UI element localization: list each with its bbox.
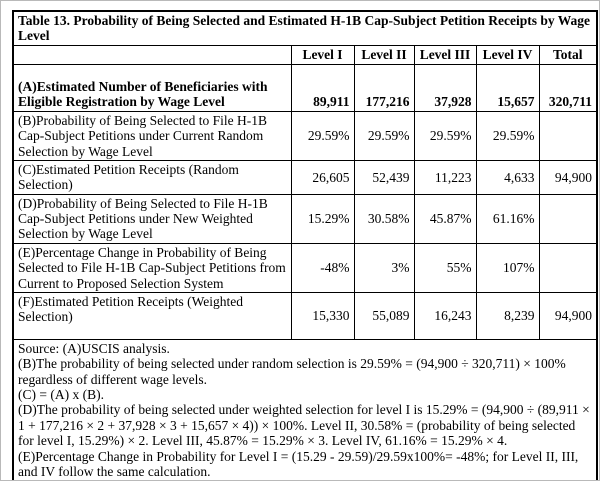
- row-e-total-value: [539, 243, 597, 292]
- table-row-f: [13, 292, 597, 339]
- table-row-b: [13, 111, 597, 160]
- row-e-level-iv-value: 107%: [476, 243, 539, 292]
- row-c-level-iii-value: 11,223: [414, 160, 476, 194]
- row-d-level-i-value: 15.29%: [291, 194, 354, 243]
- row-c-level-i-value: 26,605: [291, 160, 354, 194]
- row-b-level-iii-value: 29.59%: [414, 111, 476, 160]
- row-e-level-i-value: -48%: [291, 243, 354, 292]
- column-header-level-iv: Level IV: [476, 45, 539, 64]
- row-f-label: (F)Estimated Petition Receipts (Weighted Selection): [13, 292, 291, 339]
- row-e-level-iii-value: 55%: [414, 243, 476, 292]
- table-footnotes: [13, 339, 597, 481]
- row-b-level-i-value: 29.59%: [291, 111, 354, 160]
- row-d-level-iv-value: 61.16%: [476, 194, 539, 243]
- row-b-level-ii-value: 29.59%: [354, 111, 414, 160]
- column-header-row: [13, 45, 597, 64]
- column-header-empty: [13, 45, 291, 64]
- table-row-e: [13, 243, 597, 292]
- row-a-total-value: 320,711: [539, 64, 597, 111]
- row-b-level-iv-value: 29.59%: [476, 111, 539, 160]
- row-f-level-iv-value: 8,239: [476, 292, 539, 339]
- row-e-level-ii-value: 3%: [354, 243, 414, 292]
- h1b-wage-level-table: [12, 10, 598, 481]
- table-row-c: [13, 160, 597, 194]
- row-b-total-value: [539, 111, 597, 160]
- column-header-level-i: Level I: [291, 45, 354, 64]
- row-f-level-iii-value: 16,243: [414, 292, 476, 339]
- footnote-d: (D)The probability of being selected under weighted selection for level I is 15.29% = (94,900 ÷ (89,911 × 1 + 177,216 × 2 + 37,928 × 3 + 15,657 × 4)) × 100%. Level II, 30.58% = (probability of being selected for level I, 15.29%) × 2. Level III, 45.87% = 15.29% × 3. Level IV, 61.16% = 15.29% × 4.: [18, 402, 590, 449]
- table-row-d: [13, 194, 597, 243]
- row-f-level-ii-value: 55,089: [354, 292, 414, 339]
- row-f-total-value: 94,900: [539, 292, 597, 339]
- footnote-e: (E)Percentage Change in Probability for Level I = (15.29 - 29.59)/29.59x100%= -48%; for Level II, III, and IV follow the same calculation.: [18, 448, 579, 479]
- row-e-label: (E)Percentage Change in Probability of Being Selected to File H-1B Cap-Subject Petitions from Current to Proposed Selection System: [13, 243, 291, 292]
- row-b-label: (B)Probability of Being Selected to File H-1B Cap-Subject Petitions under Current Random Selection by Wage Level: [13, 111, 291, 160]
- table-title-row: [13, 11, 597, 45]
- row-d-label: (D)Probability of Being Selected to File H-1B Cap-Subject Petitions under New Weighted Selection by Wage Level: [13, 194, 291, 243]
- row-d-total-value: [539, 194, 597, 243]
- footnote-c: (C) = (A) x (B).: [18, 387, 104, 402]
- footnote-b: (B)The probability of being selected under random selection is 29.59% = (94,900 ÷ 320,711) × 100% regardless of different wage levels.: [18, 356, 566, 387]
- row-a-level-ii-value: 177,216: [354, 64, 414, 111]
- table-title: Table 13. Probability of Being Selected and Estimated H-1B Cap-Subject Petition Receipts by Wage Level: [13, 11, 597, 45]
- column-header-total: Total: [539, 45, 597, 64]
- column-header-level-iii: Level III: [414, 45, 476, 64]
- row-f-level-i-value: 15,330: [291, 292, 354, 339]
- row-a-label: (A)Estimated Number of Beneficiaries with Eligible Registration by Wage Level: [13, 64, 291, 111]
- row-a-level-iii-value: 37,928: [414, 64, 476, 111]
- row-c-level-iv-value: 4,633: [476, 160, 539, 194]
- row-a-level-i-value: 89,911: [291, 64, 354, 111]
- table-row-a: [13, 64, 597, 111]
- table-footnotes-row: [13, 339, 597, 481]
- row-c-total-value: 94,900: [539, 160, 597, 194]
- row-a-level-iv-value: 15,657: [476, 64, 539, 111]
- footnote-source: Source: (A)USCIS analysis.: [18, 340, 170, 356]
- row-c-label: (C)Estimated Petition Receipts (Random Selection): [13, 160, 291, 194]
- column-header-level-ii: Level II: [354, 45, 414, 64]
- row-c-level-ii-value: 52,439: [354, 160, 414, 194]
- row-d-level-iii-value: 45.87%: [414, 194, 476, 243]
- row-d-level-ii-value: 30.58%: [354, 194, 414, 243]
